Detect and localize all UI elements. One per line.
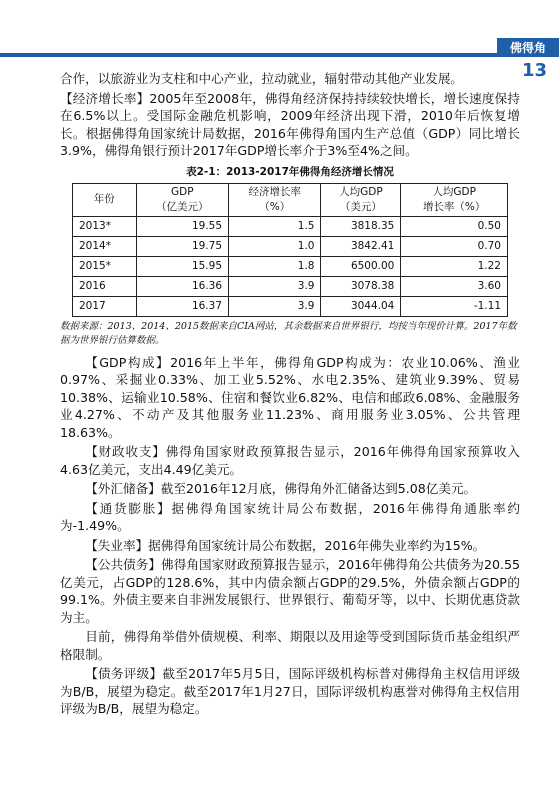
header-gdp-per-capita-growth: 人均GDP 增长率（%） [401, 183, 508, 216]
paragraph-reserves: 【外汇储备】截至2016年12月底，佛得角外汇储备达到5.08亿美元。 [85, 481, 477, 496]
table-cell: 2017 [73, 296, 137, 316]
header-gdp: GDP （亿美元） [136, 183, 228, 216]
table-row [73, 296, 508, 316]
table-title: 表2-1：2013-2017年佛得角经济增长情况 [186, 165, 394, 178]
table-cell: 3.60 [401, 276, 508, 296]
section-label: 佛得角 [497, 38, 559, 57]
table-cell: 2013* [73, 216, 137, 236]
table-header-row [73, 183, 508, 216]
paragraph-unemployment: 【失业率】据佛得角国家统计局公布数据，2016年佛失业率约为15%。 [85, 537, 486, 553]
economic-growth-table [72, 183, 508, 317]
table-cell: 16.37 [136, 296, 228, 316]
table-cell: 3078.38 [321, 276, 401, 296]
paragraph-fiscal: 【财政收支】佛得角国家财政预算报告显示，2016年佛得角国家预算收入4.63亿美元，支出4.49亿美元。 [60, 444, 520, 477]
header-bar [0, 53, 559, 57]
table-cell: 19.75 [136, 236, 228, 256]
page-number: 13 [521, 60, 547, 81]
table-cell: 16.36 [136, 276, 228, 296]
table-cell: 2015* [73, 256, 137, 276]
paragraph-continuation: 合作，以旅游业为支柱和中心产业，拉动就业，辐射带动其他产业发展。 [60, 71, 463, 86]
paragraph-public-debt: 【公共债务】佛得角国家财政预算报告显示，2016年佛得角公共债务为20.55亿美元，占GDP的128.6%，其中内债余额占GDP的29.5%，外债余额占GDP的99.1%。外债主要来自非洲发展银行、世界银行、葡萄牙等，以中、长期优惠贷款为主。 [60, 557, 520, 625]
table-cell: 1.22 [401, 256, 508, 276]
table-cell: 3842.41 [321, 236, 401, 256]
table-cell: 3.9 [229, 296, 321, 316]
table-row [73, 216, 508, 236]
table-cell: 2016 [73, 276, 137, 296]
table-cell: 3818.35 [321, 216, 401, 236]
paragraph-imf-limits: 目前，佛得角举借外债规模、利率、期限以及用途等受到国际货币基金组织严格限制。 [60, 629, 520, 662]
table-cell: 3.9 [229, 276, 321, 296]
table-cell: -1.11 [401, 296, 508, 316]
header-year: 年份 [73, 183, 137, 216]
table-cell: 0.50 [401, 216, 508, 236]
paragraph-credit-rating: 【债务评级】截至2017年5月5日，国际评级机构标普对佛得角主权信用评级为B/B，展望为稳定。截至2017年1月27日，国际评级机构惠誉对佛得角主权信用评级为B/B，展望为稳定。 [60, 666, 520, 716]
table-cell: 0.70 [401, 236, 508, 256]
paragraph-economic-growth: 【经济增长率】2005年至2008年，佛得角经济保持持续较快增长，增长速度保持在6.5%以上。受国际金融危机影响，2009年经济出现下滑，2010年后恢复增长。根据佛得角国家统计局数据，2016年佛得角国内生产总值（GDP）同比增长3.9%，佛得角银行预计2017年GDP增长率介于3%至4%之间。 [60, 90, 520, 158]
table-cell: 1.5 [229, 216, 321, 236]
header-gdp-per-capita: 人均GDP （美元） [321, 183, 401, 216]
table-cell: 19.55 [136, 216, 228, 236]
header-growth-rate: 经济增长率 （%） [229, 183, 321, 216]
table-cell: 1.0 [229, 236, 321, 256]
table-source-note: 数据来源：2013、2014、2015数据来自CIA网站，其余数据来自世界银行，均按当年现价计算。2017年数据为世界银行估算数据。 [60, 320, 517, 346]
table-cell: 2014* [73, 236, 137, 256]
table-row [73, 276, 508, 296]
table-cell: 3044.04 [321, 296, 401, 316]
paragraph-inflation: 【通货膨胀】据佛得角国家统计局公布数据，2016年佛得角通胀率约为-1.49%。 [60, 500, 520, 533]
table-cell: 1.8 [229, 256, 321, 276]
table-cell: 15.95 [136, 256, 228, 276]
paragraph-gdp-composition: 【GDP构成】2016年上半年，佛得角GDP构成为：农业10.06%、渔业0.97%、采掘业0.33%、加工业5.52%、水电2.35%、建筑业9.39%、贸易10.38%、运输业10.58%、住宿和餐饮业6.82%、电信和邮政6.08%、金融服务业4.27%、不动产及其他服务业11.23%、商用服务业3.05%、公共管理18.63%。 [60, 354, 520, 440]
page-content [60, 70, 520, 720]
table-row [73, 236, 508, 256]
table-row [73, 256, 508, 276]
table-cell: 6500.00 [321, 256, 401, 276]
